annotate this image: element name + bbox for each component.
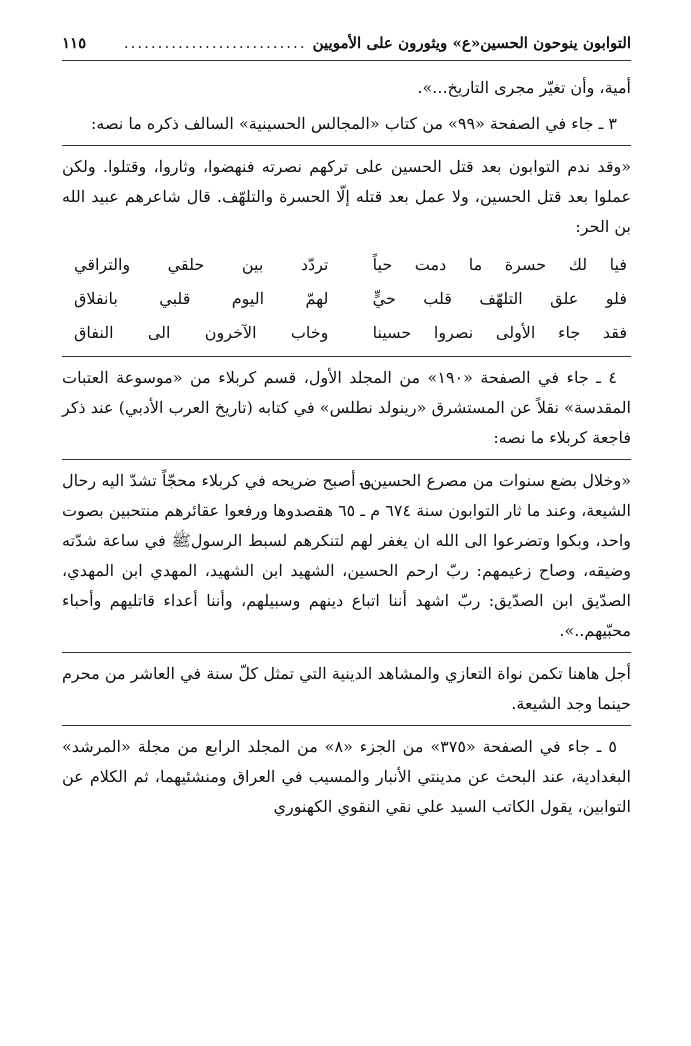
quote-paragraph: «وقد ندم التوابون بعد قتل الحسين على تركهم نصرته فنهضوا، وثاروا، وقتلوا. ولكن عملوا بعد قتل الحسين، ولا عمل بعد قتله إلّا الحسرة والتلهّف. قال شاعرهم عبيد الله بن الحر: — [62, 145, 631, 242]
verse-first-hemistich: فيا لك حسرة ما دمت حياً — [372, 255, 627, 274]
verse-second-hemistich: لهمّ اليوم قلبي بانفلاق — [74, 289, 329, 308]
poem — [62, 248, 631, 350]
running-title: التوابون ينوحون الحسين«ع» ويثورون على الأمويين — [312, 34, 631, 52]
leader-dots: ........................... — [123, 34, 307, 52]
verse-first-hemistich: فقد جاء الأولى نصروا حسينا — [372, 323, 627, 342]
quote-paragraph-nicholson: «وخلال بضع سنوات من مصرع الحسين؈ أصبح ضريحه في كربلاء محجّاً تشدّ اليه رحال الشيعة، وعند ما ثار التوابون سنة ٦٧٤ م ـ ٦٥ هقصدوها ورفعوا عقائرهم منتحبين بصوت واحد، وبكوا وتضرعوا الى الله ان يغفر لهم لتنكرهم لسبط الرسولﷺ في ساعة شدّته وضيقه، وصاح زعيمهم: ربّ ارحم الحسين، الشهيد ابن الشهيد، المهدي ابن المهدي، الصدّيق ابن الصدّيق: ربّ اشهد أننا اتباع دينهم وسبيلهم، وأننا أعداء قاتليهم وأحباء محبّيهم..». — [62, 459, 631, 646]
page-body — [62, 73, 631, 822]
paragraph-item-3: ٣ ـ جاء في الصفحة «٩٩» من كتاب «المجالس الحسينية» السالف ذكره ما نصه: — [91, 114, 617, 133]
paragraph-item-5: ٥ ـ جاء في الصفحة «٣٧٥» من الجزء «٨» من المجلد الرابع من مجلة «المرشد» البغدادية، عند البحث عن مدينتي الأنبار والمسيب في العراق ومنشئيهما، ثم الكلام عن التوابين، يقول الكاتب السيد علي نقي النقوي الكهنوري — [62, 725, 631, 822]
paragraph-conclusion: أجل هاهنا تكمن نواة التعازي والمشاهد الدينية التي تمثل كلّ سنة في العاشر من محرم حينما وجد الشيعة. — [62, 652, 631, 719]
poem-verse — [62, 316, 631, 350]
verse-second-hemistich: وخاب الآخرون الى النفاق — [74, 323, 329, 342]
verse-first-hemistich: فلو علق التلهّف قلب حيٍّ — [372, 289, 627, 308]
poem-verse — [62, 282, 631, 316]
paragraph-item-4: ٤ ـ جاء في الصفحة «١٩٠» من المجلد الأول، قسم كربلاء من «موسوعة العتبات المقدسة» نقلاً عن المستشرق «رينولد نطلس» في كتابه (تاريخ العرب الأدبي) عند ذكر فاجعة كربلاء ما نصه: — [62, 356, 631, 453]
paragraph-continuation: أمية، وأن تغيّر مجرى التاريخ...». — [417, 78, 631, 97]
running-header — [62, 30, 631, 61]
book-page — [62, 30, 631, 1016]
poem-verse — [62, 248, 631, 282]
verse-second-hemistich: تردّد بين حلقي والتراقي — [74, 255, 329, 274]
page-number: ١١٥ — [62, 34, 87, 52]
